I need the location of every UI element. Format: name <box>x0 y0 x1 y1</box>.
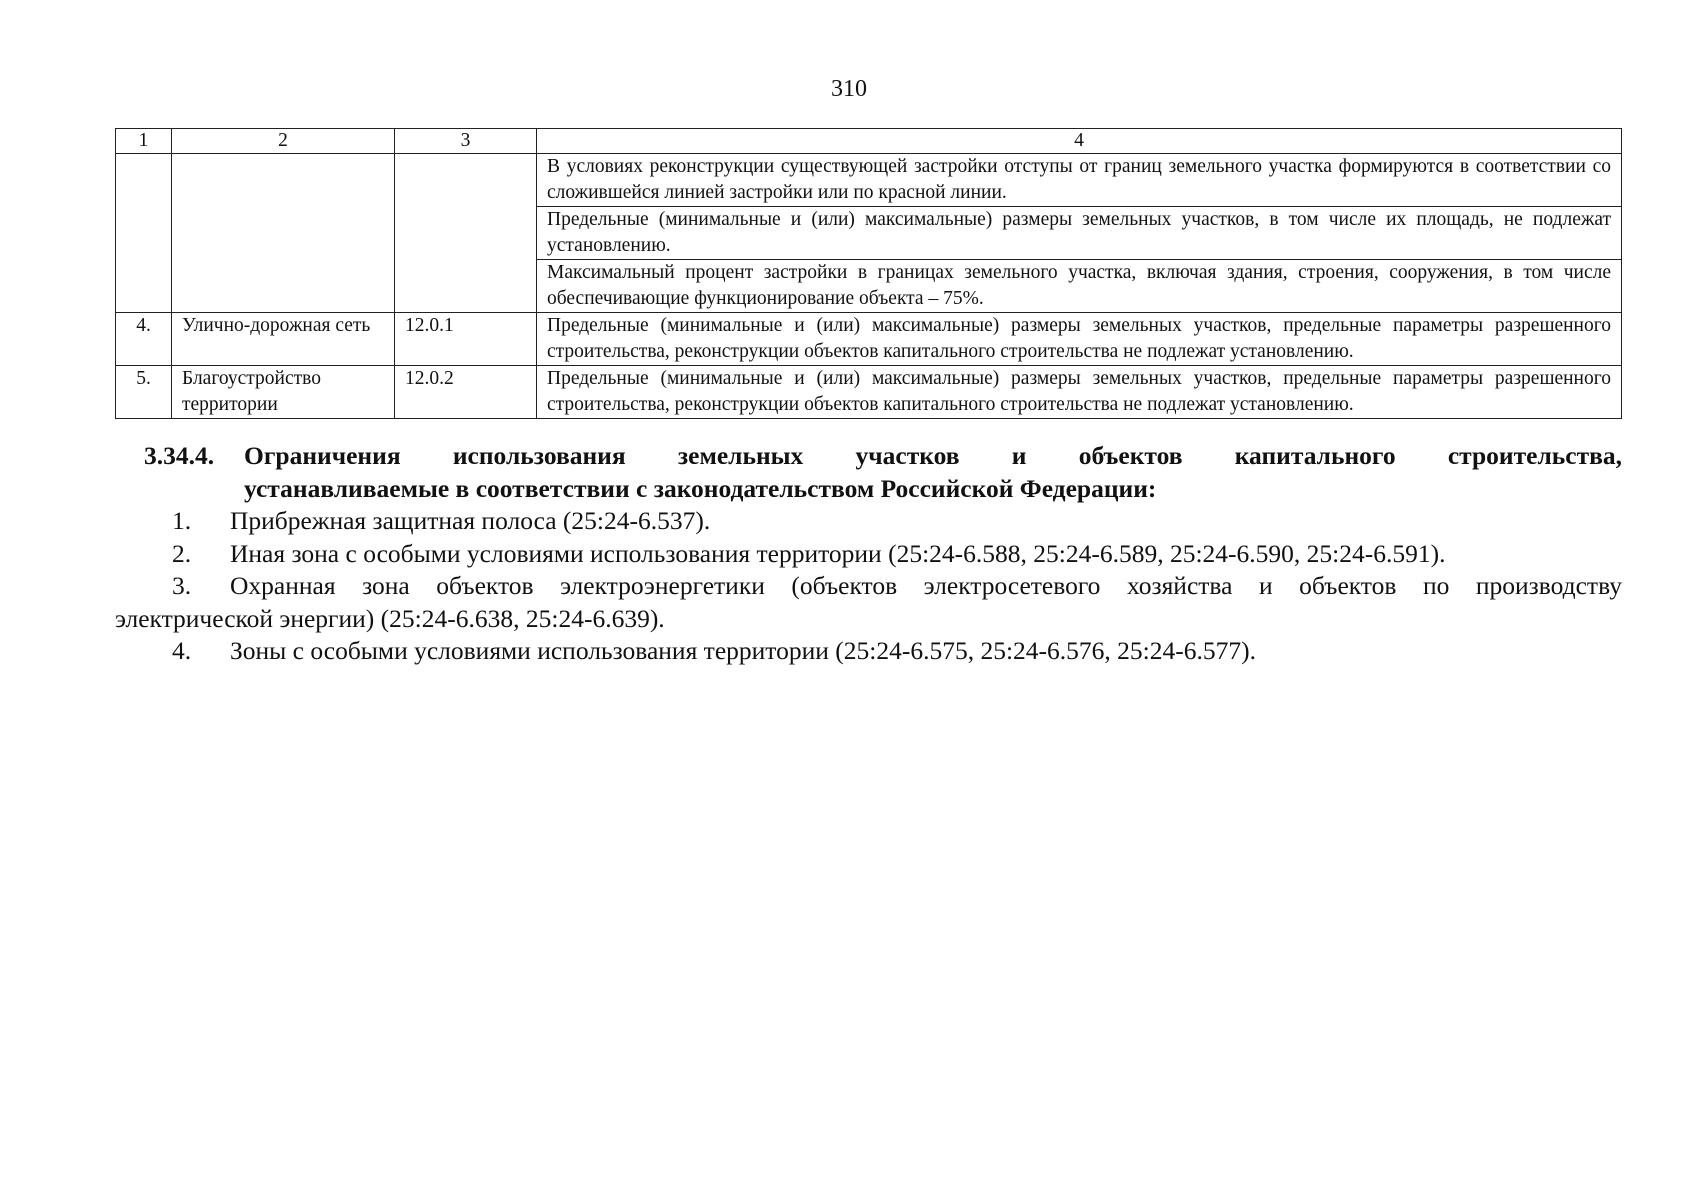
table-row <box>116 313 1622 366</box>
list-item-number: 3. <box>172 571 192 600</box>
column-number-2: 2 <box>172 129 395 154</box>
section-number: 3.34.4. <box>144 441 215 470</box>
section-title-line-2: устанавливаемые в соответствии с законодательством Российской Федерации: <box>244 473 1157 503</box>
list-item-text-continued: электрической энергии) (25:24-6.638, 25:24-6.639). <box>115 603 665 633</box>
regulation-text-build-percentage: Максимальный процент застройки в границах земельного участка, включая здания, строения, сооружения, в том числе обеспечивающие функционирование объекта – 75%. <box>537 260 1622 313</box>
regulation-text-setbacks: В условиях реконструкции существующей застройки отступы от границ земельного участка формируются в соответствии со сложившейся линией застройки или по красной линии. <box>537 154 1622 207</box>
section-heading <box>115 440 1622 505</box>
table-row <box>116 154 1622 207</box>
column-number-3: 3 <box>395 129 537 154</box>
list-item-text: Прибрежная защитная полоса (25:24-6.537). <box>230 506 711 535</box>
land-use-code: 12.0.1 <box>395 313 537 366</box>
list-item <box>115 505 1622 538</box>
list-item-number: 2. <box>172 538 192 568</box>
table-cell-empty <box>172 154 395 313</box>
row-number: 5. <box>116 366 172 419</box>
list-item <box>115 635 1622 668</box>
list-item-text: Иная зона с особыми условиями использования территории (25:24-6.588, 25:24-6.589, 25:24-6.590, 25:24-6.591). <box>230 538 1446 568</box>
land-use-regulations-table <box>115 128 1622 419</box>
land-use-type-name: Благоустройство территории <box>172 366 395 419</box>
column-number-4: 4 <box>537 129 1622 154</box>
list-item-text: Охранная зона объектов электроэнергетики (объектов электросетевого хозяйства и объектов по производству <box>230 571 1622 600</box>
regulation-text: Предельные (минимальные и (или) максимальные) размеры земельных участков, предельные параметры разрешенного строительства, реконструкции объектов капитального строительства не подлежат установлению. <box>537 313 1622 366</box>
section-title-line-1: Ограничения использования земельных участков и объектов капитального строительства, <box>244 441 1622 470</box>
page-number: 310 <box>831 76 867 102</box>
regulation-text-plot-size: Предельные (минимальные и (или) максимальные) размеры земельных участков, в том числе их площадь, не подлежат установлению. <box>537 207 1622 260</box>
regulation-text: Предельные (минимальные и (или) максимальные) размеры земельных участков, предельные параметры разрешенного строительства, реконструкции объектов капитального строительства не подлежат установлению. <box>537 366 1622 419</box>
table-row <box>116 366 1622 419</box>
list-item-number: 4. <box>172 636 192 665</box>
list-item-line-1 <box>115 570 1622 603</box>
column-number-1: 1 <box>116 129 172 154</box>
table-cell-empty <box>395 154 537 313</box>
list-item <box>115 538 1622 571</box>
table-header-row <box>116 129 1622 154</box>
list-item-text: Зоны с особыми условиями использования территории (25:24-6.575, 25:24-6.576, 25:24-6.577). <box>230 636 1256 665</box>
land-use-code: 12.0.2 <box>395 366 537 419</box>
table-cell-empty <box>116 154 172 313</box>
section-title <box>244 440 1622 505</box>
land-use-type-name: Улично-дорожная сеть <box>172 313 395 366</box>
restrictions-section <box>115 440 1622 668</box>
row-number: 4. <box>116 313 172 366</box>
list-item <box>115 570 1622 635</box>
list-item-number: 1. <box>172 506 192 535</box>
